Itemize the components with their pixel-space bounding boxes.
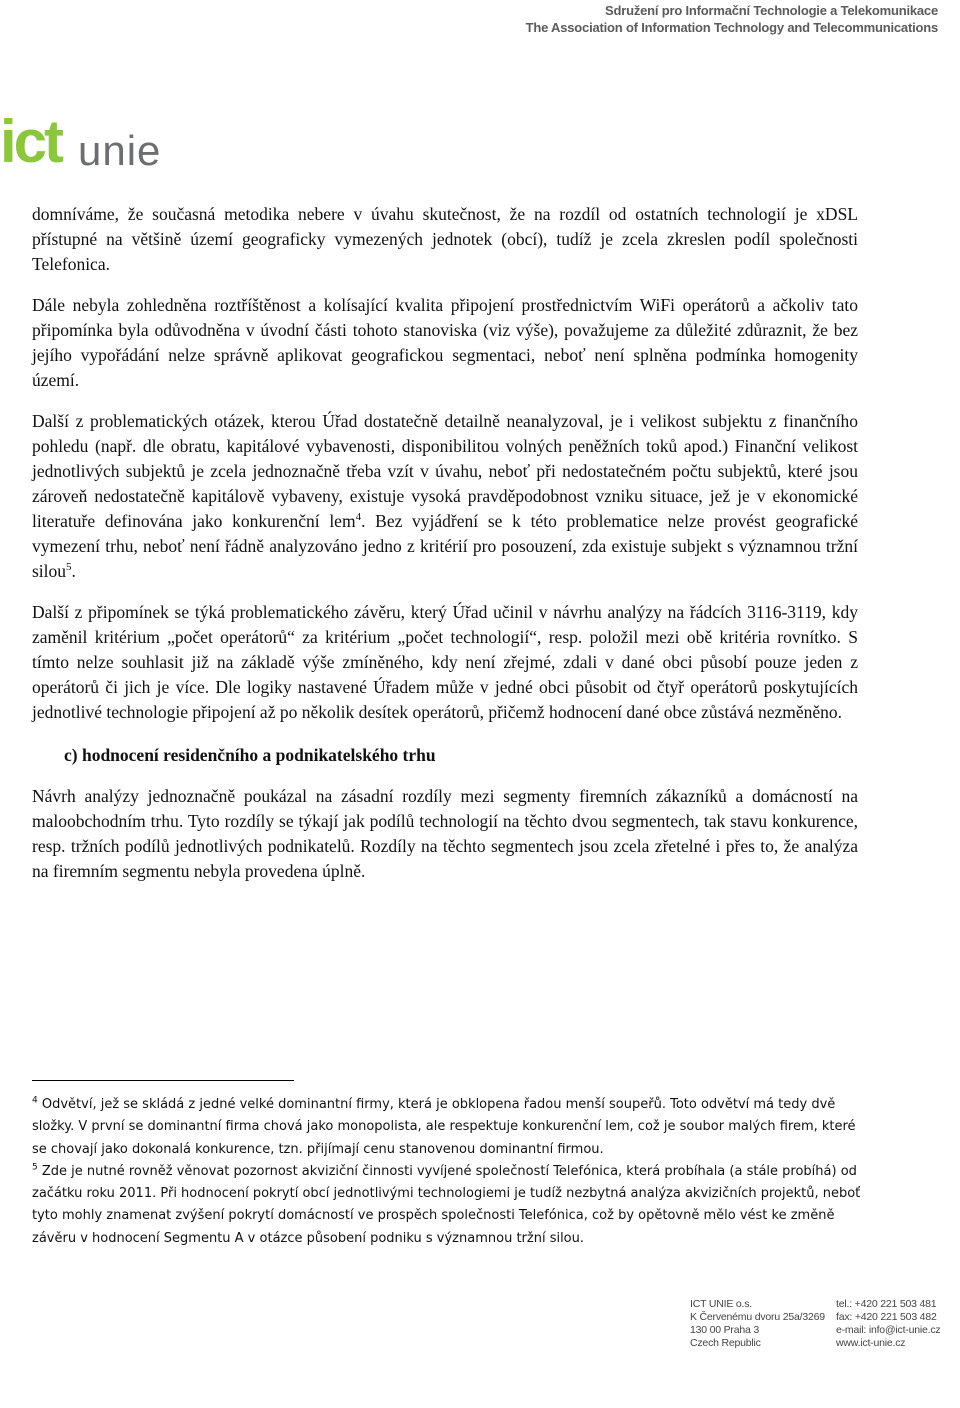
- footnote-ref-5[interactable]: 5: [66, 561, 72, 574]
- footnote-text: Zde je nutné rovněž věnovat pozornost akviziční činnosti vyvíjené společností Telefónica, která probíhala (a stále probíhá) od začátku roku 2011. Při hodnocení pokrytí obcí jednotlivými technologiemi je tudíž nezbytná analýza akvizičních projektů, neboť tyto mohly znamenat zvýšení pokrytí domácností ve prospěch společnosti Telefónica, což by opětovně mělo vést ke změně závěru v hodnocení Segmentu A v otázce působení podniku s významnou tržní silou.: [32, 1163, 861, 1246]
- header-organization: [526, 2, 938, 36]
- footer-phone: tel.: +420 221 503 481: [836, 1298, 937, 1310]
- paragraph-text-part: Další z problematických otázek, kterou Úřad dostatečně detailně neanalyzoval, je i velikost subjektu z finančního pohledu (např. dle obratu, kapitálové vybavenosti, disponibilitou volných peněžních toků apod.) Finanční velikost jednotlivých subjektů je zcela jednoznačně třeba vzít v úvahu, neboť při nedostatečném počtu subjektů, které jsou zároveň nedostatečně kapitálově vybaveny, existuje vysoká pravděpodobnost vzniku situace, jež je v ekonomické literatuře definována jako konkurenční lem: [32, 411, 858, 531]
- paragraph-text-part: . Bez vyjádření se k této problematice nelze provést geografické vymezení trhu, neboť není řádně analyzováno jedno z kritérií pro posouzení, zda existuje subjekt s významnou tržní silou: [32, 511, 858, 581]
- footer-fax: fax: +420 221 503 482: [836, 1311, 937, 1323]
- footnote-number: 4: [32, 1095, 38, 1106]
- footnotes: [32, 1094, 862, 1250]
- footer-website-link[interactable]: www.ict-unie.cz: [836, 1337, 906, 1349]
- footer-country: Czech Republic: [690, 1337, 761, 1349]
- footer-contact: [836, 1298, 940, 1350]
- paragraph-wifi: Dále nebyla zohledněna roztříštěnost a kolísající kvalita připojení prostřednictvím WiFi operátorů a ačkoliv tato připomínka byla odůvodněna v úvodní části tohoto stanoviska (viz výše), považujeme za důležité zdůraznit, že bez jejího vypořádání nelze správně aplikovat geografickou segmentaci, neboť není splněna podmínka homogenity území.: [32, 295, 858, 390]
- paragraph-text-part: .: [71, 561, 76, 581]
- paragraph-financial-size: [32, 409, 858, 584]
- footer-city: 130 00 Praha 3: [690, 1324, 760, 1336]
- footer-address: [690, 1298, 825, 1350]
- paragraph-criteria: Další z připomínek se týká problematického závěru, který Úřad učinil v návrhu analýzy na řádcích 3116-3119, kdy zaměnil kritérium „počet operátorů“ za kritérium „počet technologií“, resp. položil mezi obě kritéria rovnítko. S tímto nelze souhlasit již na základě výše zmíněného, kdy není zřejmé, zdali v dané obci působí pouze jeden z operátorů či jich je více. Dle logiky nastavené Úřadem může v jedné obci působit od čtyř operátorů poskytujících jednotlivé technologie připojení až po několik desítek operátorů, přičemž hodnocení dané obce zůstává nezměněno.: [32, 602, 858, 722]
- logo-unie-text: unie: [78, 127, 162, 174]
- logo-ict-text: ict: [0, 108, 62, 175]
- footnote-separator: [32, 1080, 294, 1081]
- paragraph-xdsl: domníváme, že současná metodika nebere v úvahu skutečnost, že na rozdíl od ostatních technologií je xDSL přístupné na většině území geograficky vymezených jednotek (obcí), tudíž je zcela zkreslen podíl společnosti Telefonica.: [32, 204, 858, 274]
- footnote-number: 5: [32, 1162, 38, 1173]
- footer-company: ICT UNIE o.s.: [690, 1298, 752, 1310]
- footnote-ref-4[interactable]: 4: [355, 511, 362, 524]
- footer-street: K Červenému dvoru 25a/3269: [690, 1311, 825, 1323]
- section-heading: c) hodnocení residenčního a podnikatelského trhu: [64, 745, 436, 765]
- ict-unie-logo: [0, 108, 180, 175]
- organization-name-en: The Association of Information Technology and Telecommunications: [525, 20, 938, 35]
- footnote-4: [32, 1094, 862, 1161]
- footnote-text: Odvětví, jež se skládá z jedné velké dominantní firmy, která je obklopena řadou menší soupeřů. Toto odvětví má tedy dvě složky. V první se dominantní firma chová jako monopolista, ale respektuje konkurenční lem, což je soubor malých firem, které se chovají jako dokonalá konkurence, tzn. přijímají cenu stanovenou dominantní firmou.: [32, 1097, 856, 1157]
- paragraph-segments: Návrh analýzy jednoznačně poukázal na zásadní rozdíly mezi segmenty firemních zákazníků a domácností na maloobchodním trhu. Tyto rozdíly se týkají jak podílů technologií na těchto dvou segmentech, tak stavu konkurence, resp. tržních podílů jednotlivých podnikatelů. Rozdíly na těchto segmentech jsou zcela zřetelné i přes to, že analýza na firemním segmentu nebyla provedena úplně.: [32, 786, 858, 881]
- organization-name-cz: Sdružení pro Informační Technologie a Telekomunikace: [605, 3, 938, 18]
- footnote-5: [32, 1161, 862, 1250]
- document-body: [32, 202, 858, 900]
- footer-email-link[interactable]: e-mail: info@ict-unie.cz: [836, 1324, 941, 1336]
